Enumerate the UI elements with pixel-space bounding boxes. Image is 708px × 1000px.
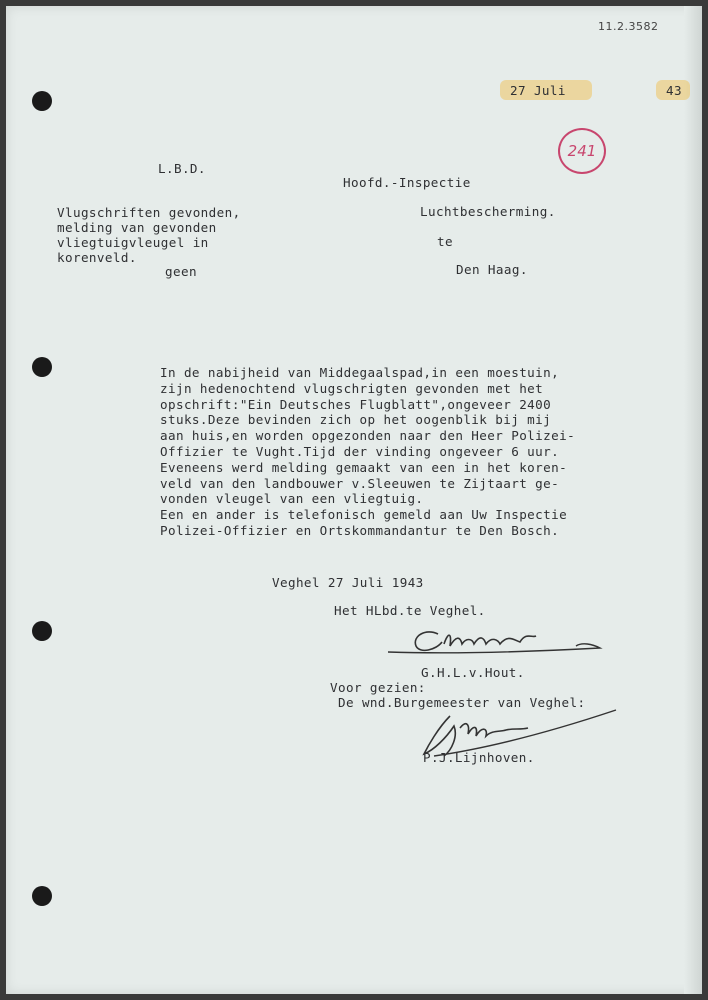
body-line: Offizier te Vught.Tijd der vinding ongeveer 6 uur.	[160, 443, 560, 459]
letter-body	[160, 365, 575, 539]
body-line: Een en ander is telefonisch gemeld aan Uw Inspectie	[160, 507, 568, 523]
body-line: vonden vleugel van een vliegtuig.	[160, 491, 424, 507]
addressee-line-4: Den Haag.	[456, 262, 528, 277]
signature-hout	[386, 624, 606, 660]
body-line: zijn hedenochtend vlugschrigten gevonden met het	[160, 380, 544, 396]
signatory-name: G.H.L.v.Hout.	[421, 665, 525, 680]
punch-hole	[32, 357, 52, 377]
header-year: 43	[666, 83, 682, 98]
subject-line-2: melding van gevonden	[57, 220, 217, 235]
punch-hole	[32, 91, 52, 111]
place-date: Veghel 27 Juli 1943	[272, 575, 424, 590]
subject-line-1: Vlugschriften gevonden,	[57, 205, 241, 220]
subject-note: geen	[165, 264, 197, 279]
sender-code: L.B.D.	[158, 161, 206, 176]
header-date: 27 Juli	[510, 83, 566, 98]
addressee-line-3: te	[437, 234, 453, 249]
mayor-title: De wnd.Burgemeester van Veghel:	[338, 695, 586, 710]
body-line: In de nabijheid van Middegaalspad,in een moestuin,	[160, 365, 560, 380]
punch-hole	[32, 621, 52, 641]
seen-label: Voor gezien:	[330, 680, 426, 695]
page-edge	[684, 6, 702, 994]
body-line: Polizei-Offizier en Ortskommandantur te Den Bosch.	[160, 522, 560, 538]
addressee-line-2: Luchtbescherming.	[420, 204, 556, 219]
office-name: Het HLbd.te Veghel.	[334, 603, 486, 618]
body-line: veld van den landbouwer v.Sleeuwen te Zijtaart ge-	[160, 475, 560, 491]
archive-number: 11.2.3582	[598, 20, 659, 33]
body-line: aan huis,en worden opgezonden naar den Heer Polizei-	[160, 428, 576, 444]
stamp-number: 241	[558, 128, 606, 174]
punch-hole	[32, 886, 52, 906]
mayor-name: P.J.Lijnhoven.	[423, 750, 535, 765]
subject-line-4: korenveld.	[57, 250, 137, 265]
body-line: opschrift:"Ein Deutsches Flugblatt",ongeveer 2400	[160, 396, 552, 412]
addressee-line-1: Hoofd.-Inspectie	[343, 175, 471, 190]
subject-line-3: vliegtuigvleugel in	[57, 235, 209, 250]
body-line: Eveneens werd melding gemaakt van een in het koren-	[160, 459, 568, 475]
body-line: stuks.Deze bevinden zich op het oogenblik bij mij	[160, 412, 552, 428]
